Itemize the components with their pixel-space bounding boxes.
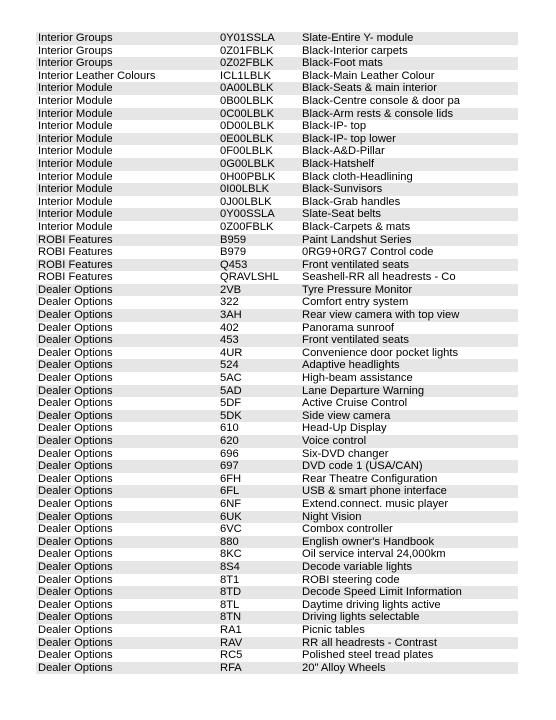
option-category-cell: ROBI Features bbox=[38, 258, 113, 271]
option-description-cell: Decode Speed Limit Information bbox=[302, 586, 462, 599]
table-row bbox=[36, 385, 518, 398]
option-description-cell: Front ventilated seats bbox=[302, 258, 409, 271]
table-row bbox=[36, 271, 518, 284]
option-category-cell: Dealer Options bbox=[38, 359, 113, 372]
option-category-cell: Dealer Options bbox=[38, 321, 113, 334]
table-row bbox=[36, 183, 518, 196]
option-description-cell: Comfort entry system bbox=[302, 296, 409, 309]
option-code-cell: 0F00LBLK bbox=[220, 145, 273, 158]
option-description-cell: Combox controller bbox=[302, 523, 393, 536]
option-code-cell: 8TD bbox=[220, 586, 242, 599]
option-code-cell: 8TN bbox=[220, 611, 242, 624]
option-category-cell: Dealer Options bbox=[38, 472, 113, 485]
option-category-cell: Interior Groups bbox=[38, 44, 113, 57]
option-category-cell: Dealer Options bbox=[38, 447, 113, 460]
option-description-cell: Slate-Seat belts bbox=[302, 208, 381, 221]
option-category-cell: Interior Module bbox=[38, 94, 113, 107]
option-description-cell: Six-DVD changer bbox=[302, 447, 389, 460]
table-row bbox=[36, 309, 518, 322]
table-row bbox=[36, 108, 518, 121]
table-row bbox=[36, 637, 518, 650]
table-row bbox=[36, 32, 518, 45]
table-row bbox=[36, 259, 518, 272]
option-code-cell: 2VB bbox=[220, 283, 242, 296]
option-category-cell: Dealer Options bbox=[38, 397, 113, 410]
table-row bbox=[36, 397, 518, 410]
option-code-cell: 610 bbox=[220, 422, 239, 435]
option-category-cell: Interior Leather Colours bbox=[38, 69, 156, 82]
option-category-cell: Dealer Options bbox=[38, 560, 113, 573]
table-row bbox=[36, 234, 518, 247]
option-code-cell: 0D00LBLK bbox=[220, 120, 275, 133]
option-category-cell: Dealer Options bbox=[38, 661, 113, 674]
table-row bbox=[36, 473, 518, 486]
option-description-cell: Side view camera bbox=[302, 409, 391, 422]
table-row bbox=[36, 246, 518, 259]
option-description-cell: Black-A&D-Pillar bbox=[302, 145, 385, 158]
option-code-cell: 6FH bbox=[220, 472, 242, 485]
option-category-cell: ROBI Features bbox=[38, 233, 113, 246]
option-code-cell: 696 bbox=[220, 447, 239, 460]
option-code-cell: 8TL bbox=[220, 598, 240, 611]
option-code-cell: 322 bbox=[220, 296, 239, 309]
option-code-cell: 0J00LBLK bbox=[220, 195, 272, 208]
option-code-cell: 453 bbox=[220, 334, 239, 347]
table-row bbox=[36, 296, 518, 309]
table-row bbox=[36, 196, 518, 209]
option-description-cell: Extend.connect. music player bbox=[302, 497, 449, 510]
option-category-cell: Dealer Options bbox=[38, 283, 113, 296]
option-description-cell: English owner's Handbook bbox=[302, 535, 435, 548]
table-row bbox=[36, 322, 518, 335]
table-row bbox=[36, 45, 518, 58]
option-description-cell: Decode variable lights bbox=[302, 560, 413, 573]
option-code-cell: 8KC bbox=[220, 548, 242, 561]
option-code-cell: RA1 bbox=[220, 623, 242, 636]
table-row bbox=[36, 410, 518, 423]
table-row bbox=[36, 498, 518, 511]
table-row bbox=[36, 624, 518, 637]
option-code-cell: 524 bbox=[220, 359, 239, 372]
table-row bbox=[36, 586, 518, 599]
option-description-cell: Front ventilated seats bbox=[302, 334, 409, 347]
option-code-cell: 6VC bbox=[220, 523, 242, 536]
option-description-cell: Black-Foot mats bbox=[302, 57, 383, 70]
option-description-cell: ROBI steering code bbox=[302, 573, 400, 586]
option-description-cell: Active Cruise Control bbox=[302, 397, 408, 410]
option-category-cell: Dealer Options bbox=[38, 435, 113, 447]
option-description-cell: Slate-Entire Y- module bbox=[302, 32, 414, 44]
option-code-cell: 402 bbox=[220, 321, 239, 334]
option-description-cell: Oil service interval 24,000km bbox=[302, 548, 446, 561]
option-code-cell: 0I00LBLK bbox=[220, 183, 270, 196]
option-code-cell: 620 bbox=[220, 435, 239, 447]
option-category-cell: Interior Module bbox=[38, 195, 113, 208]
option-category-cell: Dealer Options bbox=[38, 296, 113, 309]
option-code-cell: 880 bbox=[220, 535, 239, 548]
option-code-cell: 0H00PBLK bbox=[220, 170, 276, 183]
option-category-cell: ROBI Features bbox=[38, 271, 113, 284]
option-category-cell: Interior Module bbox=[38, 107, 113, 120]
option-code-cell: 8T1 bbox=[220, 573, 240, 586]
option-code-cell: 3AH bbox=[220, 309, 242, 322]
option-category-cell: Interior Module bbox=[38, 132, 113, 145]
option-category-cell: Dealer Options bbox=[38, 460, 113, 473]
table-row bbox=[36, 221, 518, 234]
option-description-cell: High-beam assistance bbox=[302, 372, 413, 385]
option-code-cell: RFA bbox=[220, 661, 242, 674]
table-row bbox=[36, 158, 518, 171]
option-description-cell: Paint Landshut Series bbox=[302, 233, 412, 246]
option-description-cell: Black-Carpets & mats bbox=[302, 220, 411, 233]
option-category-cell: Interior Module bbox=[38, 183, 113, 196]
option-code-cell: 0B00LBLK bbox=[220, 94, 274, 107]
option-code-cell: 5DK bbox=[220, 409, 242, 422]
option-code-cell: 0Y00SSLA bbox=[220, 208, 275, 221]
option-description-cell: Polished steel tread plates bbox=[302, 649, 434, 662]
option-category-cell: Dealer Options bbox=[38, 586, 113, 599]
table-row bbox=[36, 347, 518, 360]
option-category-cell: Dealer Options bbox=[38, 548, 113, 561]
option-category-cell: Dealer Options bbox=[38, 422, 113, 435]
option-code-cell: 0Z00FBLK bbox=[220, 220, 274, 233]
option-code-cell: RC5 bbox=[220, 649, 243, 662]
table-row bbox=[36, 662, 518, 675]
table-row bbox=[36, 649, 518, 662]
table-row bbox=[36, 574, 518, 587]
option-description-cell: Lane Departure Warning bbox=[302, 384, 425, 397]
option-category-cell: Dealer Options bbox=[38, 611, 113, 624]
option-code-cell: B959 bbox=[220, 233, 247, 246]
option-description-cell: Panorama sunroof bbox=[302, 321, 395, 334]
option-description-cell: Rear Theatre Configuration bbox=[302, 472, 438, 485]
table-row bbox=[36, 334, 518, 347]
option-code-cell: 697 bbox=[220, 460, 239, 473]
option-code-cell: ICL1LBLK bbox=[220, 69, 271, 82]
option-description-cell: Black-IP- top bbox=[302, 120, 367, 133]
table-row bbox=[36, 284, 518, 297]
option-code-cell: RAV bbox=[220, 636, 243, 649]
option-code-cell: 6FL bbox=[220, 485, 240, 498]
option-description-cell: Daytime driving lights active bbox=[302, 598, 441, 611]
option-description-cell: Rear view camera with top view bbox=[302, 309, 460, 322]
option-description-cell: Adaptive headlights bbox=[302, 359, 400, 372]
option-description-cell: Seashell-RR all headrests - Co bbox=[302, 271, 456, 284]
option-description-cell: Black-Sunvisors bbox=[302, 183, 383, 196]
option-category-cell: Dealer Options bbox=[38, 573, 113, 586]
option-code-cell: 4UR bbox=[220, 346, 243, 359]
option-description-cell: DVD code 1 (USA/CAN) bbox=[302, 460, 423, 473]
table-row bbox=[36, 422, 518, 435]
option-category-cell: Dealer Options bbox=[38, 309, 113, 322]
option-code-cell: 6UK bbox=[220, 510, 242, 523]
option-code-cell: 6NF bbox=[220, 497, 242, 510]
option-description-cell: 20" Alloy Wheels bbox=[302, 661, 386, 674]
option-category-cell: Dealer Options bbox=[38, 636, 113, 649]
table-row bbox=[36, 208, 518, 221]
option-category-cell: Interior Module bbox=[38, 145, 113, 158]
option-category-cell: Dealer Options bbox=[38, 346, 113, 359]
option-description-cell: Black-Main Leather Colour bbox=[302, 69, 435, 82]
table-row bbox=[36, 611, 518, 624]
option-code-cell: 0Y01SSLA bbox=[220, 32, 275, 44]
option-code-cell: QRAVLSHL bbox=[220, 271, 279, 284]
option-description-cell: Night Vision bbox=[302, 510, 362, 523]
option-code-cell: Q453 bbox=[220, 258, 248, 271]
option-description-cell: Picnic tables bbox=[302, 623, 365, 636]
option-description-cell: Black-Grab handles bbox=[302, 195, 401, 208]
option-category-cell: Interior Groups bbox=[38, 32, 113, 44]
table-row bbox=[36, 485, 518, 498]
option-category-cell: Interior Module bbox=[38, 120, 113, 133]
option-description-cell: Black-Hatshelf bbox=[302, 157, 375, 170]
table-row bbox=[36, 359, 518, 372]
option-category-cell: Dealer Options bbox=[38, 598, 113, 611]
option-category-cell: Dealer Options bbox=[38, 649, 113, 662]
option-code-cell: B979 bbox=[220, 246, 247, 259]
option-category-cell: Interior Groups bbox=[38, 57, 113, 70]
option-code-cell: 0G00LBLK bbox=[220, 157, 275, 170]
option-description-cell: Black cloth-Headlining bbox=[302, 170, 413, 183]
option-description-cell: Black-Arm rests & console lids bbox=[302, 107, 454, 120]
option-code-cell: 5AD bbox=[220, 384, 242, 397]
option-code-cell: 5AC bbox=[220, 372, 242, 385]
option-description-cell: Tyre Pressure Monitor bbox=[302, 283, 413, 296]
option-category-cell: Dealer Options bbox=[38, 510, 113, 523]
option-category-cell: Interior Module bbox=[38, 82, 113, 95]
table-row bbox=[36, 171, 518, 184]
option-description-cell: 0RG9+0RG7 Control code bbox=[302, 246, 434, 259]
table-row bbox=[36, 57, 518, 70]
option-category-cell: Interior Module bbox=[38, 208, 113, 221]
table-row bbox=[36, 372, 518, 385]
option-description-cell: Black-Centre console & door pa bbox=[302, 94, 460, 107]
table-row bbox=[36, 120, 518, 133]
option-category-cell: Dealer Options bbox=[38, 334, 113, 347]
option-description-cell: RR all headrests - Contrast bbox=[302, 636, 437, 649]
option-description-cell: USB & smart phone interface bbox=[302, 485, 447, 498]
option-category-cell: Dealer Options bbox=[38, 485, 113, 498]
table-row bbox=[36, 145, 518, 158]
option-category-cell: Interior Module bbox=[38, 170, 113, 183]
table-row bbox=[36, 548, 518, 561]
option-description-cell: Black-Interior carpets bbox=[302, 44, 408, 57]
table-row bbox=[36, 133, 518, 146]
option-category-cell: Dealer Options bbox=[38, 497, 113, 510]
option-description-cell: Head-Up Display bbox=[302, 422, 387, 435]
option-description-cell: Black-IP- top lower bbox=[302, 132, 396, 145]
option-code-cell: 0Z01FBLK bbox=[220, 44, 274, 57]
option-description-cell: Voice control bbox=[302, 435, 367, 447]
table-row bbox=[36, 95, 518, 108]
option-description-cell: Driving lights selectable bbox=[302, 611, 420, 624]
option-category-cell: Dealer Options bbox=[38, 372, 113, 385]
table-row bbox=[36, 523, 518, 536]
option-category-cell: Dealer Options bbox=[38, 535, 113, 548]
table-row bbox=[36, 511, 518, 524]
option-code-cell: 5DF bbox=[220, 397, 242, 410]
table-row bbox=[36, 70, 518, 83]
table-row bbox=[36, 460, 518, 473]
option-category-cell: Dealer Options bbox=[38, 523, 113, 536]
option-code-cell: 0A00LBLK bbox=[220, 82, 274, 95]
table-row bbox=[36, 435, 518, 448]
option-category-cell: ROBI Features bbox=[38, 246, 113, 259]
table-row bbox=[36, 448, 518, 461]
table-row bbox=[36, 82, 518, 95]
table-row bbox=[36, 536, 518, 549]
option-category-cell: Interior Module bbox=[38, 157, 113, 170]
table-row bbox=[36, 561, 518, 574]
option-category-cell: Dealer Options bbox=[38, 623, 113, 636]
option-code-cell: 8S4 bbox=[220, 560, 240, 573]
option-description-cell: Black-Seats & main interior bbox=[302, 82, 437, 95]
option-code-cell: 0C00LBLK bbox=[220, 107, 275, 120]
option-code-cell: 0Z02FBLK bbox=[220, 57, 274, 70]
table-row bbox=[36, 599, 518, 612]
option-category-cell: Dealer Options bbox=[38, 384, 113, 397]
option-category-cell: Dealer Options bbox=[38, 409, 113, 422]
option-category-cell: Interior Module bbox=[38, 220, 113, 233]
option-code-cell: 0E00LBLK bbox=[220, 132, 274, 145]
option-description-cell: Convenience door pocket lights bbox=[302, 346, 459, 359]
options-table bbox=[36, 32, 518, 674]
